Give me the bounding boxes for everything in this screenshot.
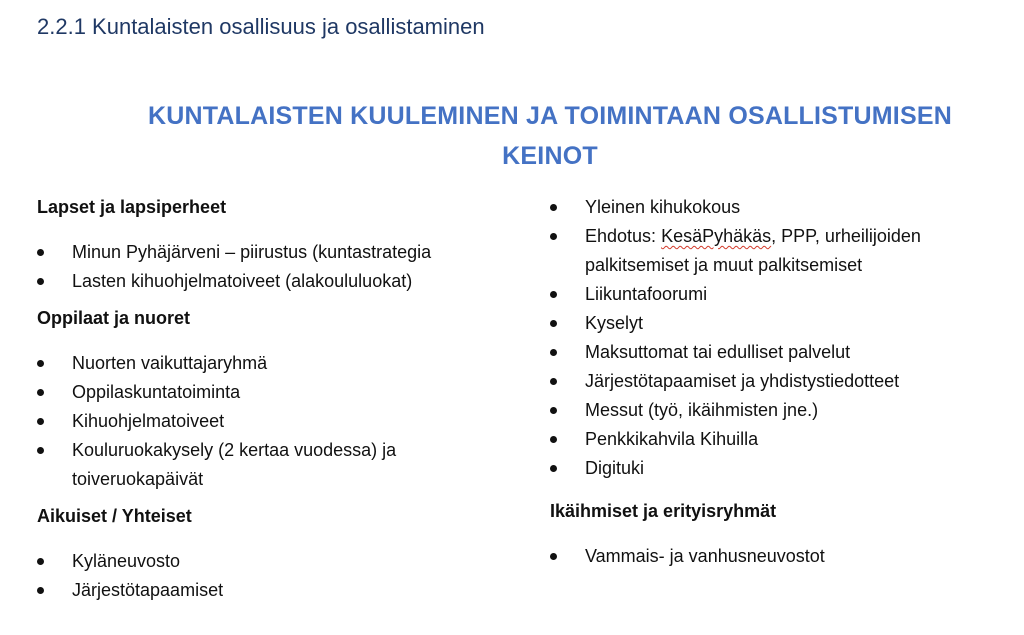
main-title xyxy=(100,96,1000,176)
group-adults-common xyxy=(37,502,507,605)
bullet-icon xyxy=(550,378,557,385)
list-item: Yleinen kihukokous xyxy=(550,193,1000,222)
bullet-icon xyxy=(37,587,44,594)
left-column xyxy=(37,193,507,613)
bullet-icon xyxy=(37,278,44,285)
group-title: Aikuiset / Yhteiset xyxy=(37,506,192,526)
main-title-line-2: KEINOT xyxy=(502,142,598,170)
bullet-icon xyxy=(37,249,44,256)
bullet-icon xyxy=(550,349,557,356)
list-item: Kouluruokakysely (2 kertaa vuodessa) ja toiveruokapäivät xyxy=(37,436,507,494)
list-item: Kyläneuvosto xyxy=(37,547,507,576)
group-students-youth xyxy=(37,304,507,494)
group-title: Ikäihmiset ja erityisryhmät xyxy=(550,501,777,521)
list-item: Minun Pyhäjärveni – piirustus (kuntastrategia xyxy=(37,238,507,267)
list-item: Lasten kihuohjelmatoiveet (alakoululuokat) xyxy=(37,267,507,296)
list-item-ehdotus: Ehdotus: KesäPyhäkäs, PPP, urheilijoiden palkitsemiset ja muut palkitsemiset xyxy=(550,222,1000,280)
bullet-icon xyxy=(550,320,557,327)
bullet-icon xyxy=(37,447,44,454)
section-heading: 2.2.1 Kuntalaisten osallisuus ja osallistaminen xyxy=(37,14,485,39)
spellcheck-underlined-word[interactable]: KesäPyhäkäs xyxy=(661,226,772,246)
list-item: Kyselyt xyxy=(550,309,1000,338)
list-item: Liikuntafoorumi xyxy=(550,280,1000,309)
bullet-list xyxy=(37,547,507,605)
list-item: Nuorten vaikuttajaryhmä xyxy=(37,349,507,378)
right-column xyxy=(550,193,1000,579)
list-item: Järjestötapaamiset ja yhdistystiedotteet xyxy=(550,367,1000,396)
bullet-icon xyxy=(550,436,557,443)
bullet-icon xyxy=(550,204,557,211)
group-title: Lapset ja lapsiperheet xyxy=(37,197,227,217)
list-item: Järjestötapaamiset xyxy=(37,576,507,605)
list-item: Messut (työ, ikäihmisten jne.) xyxy=(550,396,1000,425)
bullet-icon xyxy=(550,407,557,414)
bullet-list xyxy=(37,238,507,296)
group-adults-continued xyxy=(550,193,1000,483)
bullet-icon xyxy=(37,389,44,396)
bullet-icon xyxy=(550,291,557,298)
list-item: Penkkikahvila Kihuilla xyxy=(550,425,1000,454)
bullet-icon xyxy=(550,553,557,560)
bullet-icon xyxy=(37,558,44,565)
group-elderly-special xyxy=(550,497,1000,571)
bullet-icon xyxy=(37,418,44,425)
list-item: Maksuttomat tai edulliset palvelut xyxy=(550,338,1000,367)
list-item: Kihuohjelmatoiveet xyxy=(37,407,507,436)
bullet-list xyxy=(37,349,507,494)
list-item: Oppilaskuntatoiminta xyxy=(37,378,507,407)
group-title: Oppilaat ja nuoret xyxy=(37,308,191,328)
group-children-families xyxy=(37,193,507,296)
list-item: Vammais- ja vanhusneuvostot xyxy=(550,542,1000,571)
list-item: Digituki xyxy=(550,454,1000,483)
bullet-list xyxy=(550,542,1000,571)
bullet-icon xyxy=(550,233,557,240)
bullet-list xyxy=(550,193,1000,483)
bullet-icon xyxy=(37,360,44,367)
bullet-icon xyxy=(550,465,557,472)
main-title-line-1: KUNTALAISTEN KUULEMINEN JA TOIMINTAAN OSALLISTUMISEN xyxy=(148,102,952,130)
